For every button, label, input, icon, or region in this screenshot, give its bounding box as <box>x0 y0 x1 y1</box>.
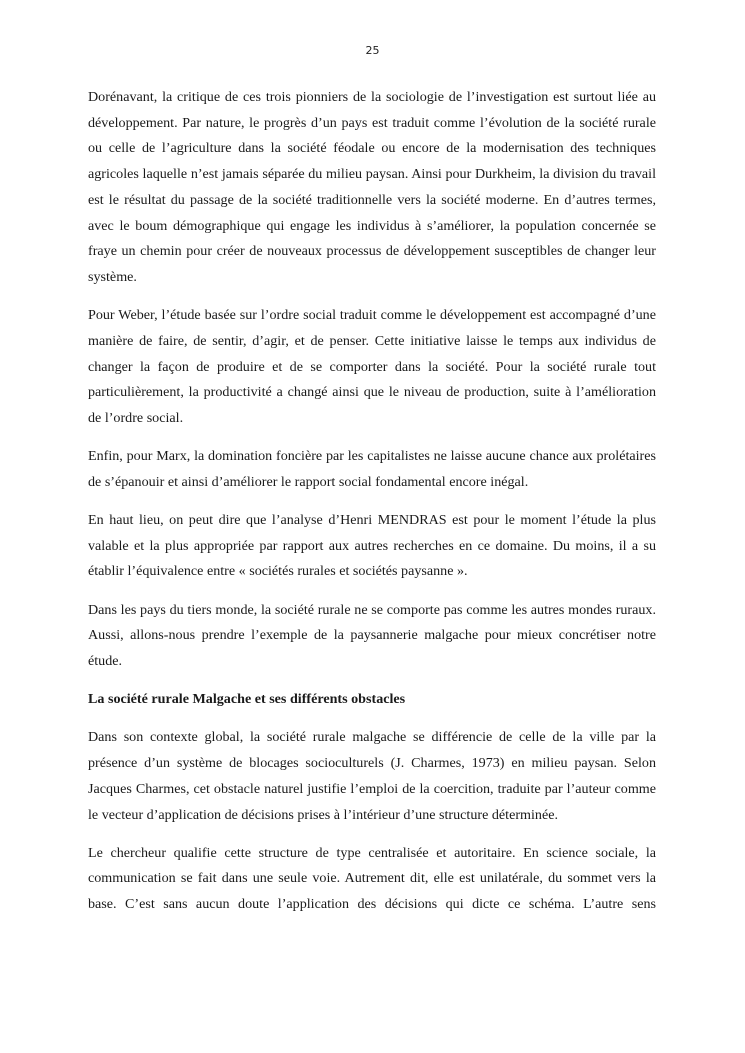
paragraph-weber: Pour Weber, l’étude basée sur l’ordre social traduit comme le développement est accompagné d’une manière de faire, de sentir, d’agir, et de penser. Cette initiative laisse le temps aux individus de changer la façon de produire et de se comporter dans la société. Pour la société rurale tout particulièrement, la productivité a changé ainsi que le niveau de production, suite à l’amélioration de l’ordre social. <box>88 307 656 426</box>
paragraph-charmes: Dans son contexte global, la société rurale malgache se différencie de celle de la ville par la présence d’un système de blocages socioculturels (J. Charmes, 1973) en milieu paysan. Selon Jacques Charmes, cet obstacle naturel justifie l’emploi de la coercition, traduite par l’auteur comme le vecteur d’application de décisions prises à l’intérieur d’une structure déterminée. <box>88 729 656 823</box>
paragraph-durkheim: Dorénavant, la critique de ces trois pionniers de la sociologie de l’investigation est surtout liée au développement. Par nature, le progrès d’un pays est traduit comme l’évolution de la société rurale ou celle de l’agriculture dans la société féodale ou encore de la modernisation des techniques agricoles laquelle n’est jamais séparée du milieu paysan. Ainsi pour Durkheim, la division du travail est le résultat du passage de la société traditionnelle vers la société moderne. En d’autres termes, avec le boum démographique qui engage les individus à s’améliorer, la population concernée se fraye un chemin pour créer de nouveaux processus de développement susceptibles de changer leur système. <box>88 89 656 285</box>
section-heading: La société rurale Malgache et ses différents obstacles <box>88 691 406 708</box>
page-number: 25 <box>365 44 380 57</box>
paragraph-mendras: En haut lieu, on peut dire que l’analyse d’Henri MENDRAS est pour le moment l’étude la plus valable et la plus appropriée par rapport aux autres recherches en ce domaine. Du moins, il a su établir l’équivalence entre « sociétés rurales et sociétés paysanne ». <box>88 512 656 580</box>
paragraph-marx: Enfin, pour Marx, la domination foncière par les capitalistes ne laisse aucune chance aux prolétaires de s’épanouir et ainsi d’améliorer le rapport social fondamental encore inégal. <box>88 448 656 490</box>
paragraph-structure: Le chercheur qualifie cette structure de type centralisée et autoritaire. En science sociale, la communication se fait dans une seule voie. Autrement dit, elle est unilatérale, du sommet vers la base. C’est sans aucun doute l’application des décisions qui dicte ce schéma. L’autre sens <box>88 844 656 913</box>
page-body <box>88 85 656 930</box>
paragraph-tiers-monde: Dans les pays du tiers monde, la société rurale ne se comporte pas comme les autres mondes ruraux. Aussi, allons-nous prendre l’exemple de la paysannerie malgache pour mieux concrétiser notre étude. <box>88 601 656 670</box>
